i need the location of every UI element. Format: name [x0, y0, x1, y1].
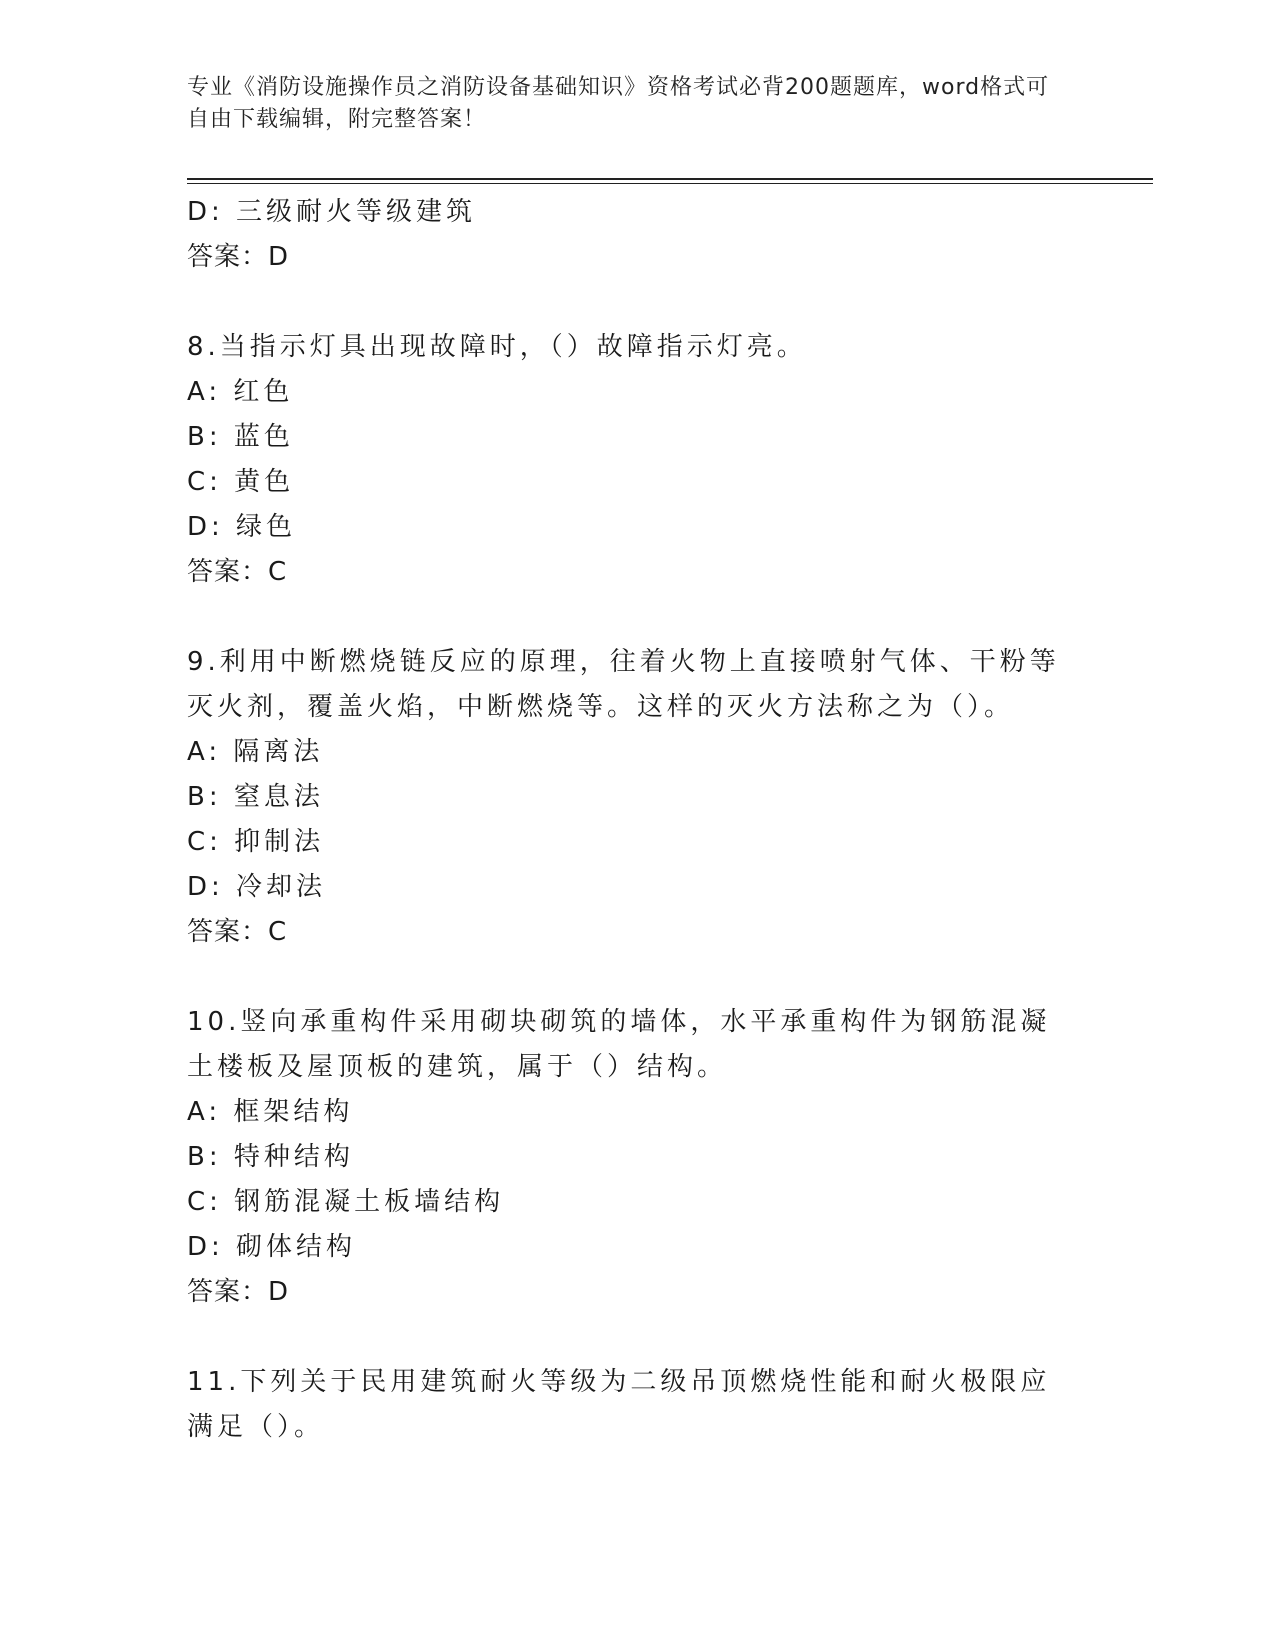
- header-rule-thin: [187, 183, 1153, 184]
- option-a: A: 隔离法: [187, 737, 324, 767]
- carryover-option-d: D: 三级耐火等级建筑: [187, 197, 477, 227]
- option-b: B: 特种结构: [187, 1142, 354, 1172]
- question-stem: 8.当指示灯具出现故障时，（）故障指示灯亮。: [187, 332, 807, 362]
- option-b: B: 窒息法: [187, 782, 324, 812]
- answer: 答案：D: [187, 1277, 290, 1307]
- option-a: A: 框架结构: [187, 1097, 354, 1127]
- option-d: D: 绿色: [187, 512, 297, 542]
- option-b: B: 蓝色: [187, 422, 294, 452]
- question-stem: 9.利用中断燃烧链反应的原理，往着火物上直接喷射气体、干粉等灭火剂，覆盖火焰，中断燃烧等。这样的灭火方法称之为（）。: [187, 647, 1060, 722]
- option-c: C: 钢筋混凝土板墙结构: [187, 1187, 505, 1217]
- option-c: C: 抑制法: [187, 827, 325, 857]
- option-d: D: 砌体结构: [187, 1232, 357, 1262]
- document-body: [187, 190, 1087, 1450]
- option-d: D: 冷却法: [187, 872, 327, 902]
- question-10: [187, 1000, 1087, 1315]
- option-c: C: 黄色: [187, 467, 295, 497]
- header-rule: [187, 178, 1153, 180]
- question-9: [187, 640, 1087, 955]
- option-a: A: 红色: [187, 377, 294, 407]
- question-stem: 11.下列关于民用建筑耐火等级为二级吊顶燃烧性能和耐火极限应满足（）。: [187, 1367, 1051, 1442]
- question-11: [187, 1360, 1087, 1450]
- question-stem: 10.竖向承重构件采用砌块砌筑的墙体，水平承重构件为钢筋混凝土楼板及屋顶板的建筑，属于（）结构。: [187, 1007, 1051, 1082]
- answer: 答案：C: [187, 557, 288, 587]
- answer: 答案：C: [187, 917, 288, 947]
- carryover-answer: 答案：D: [187, 242, 290, 272]
- page-header: 专业《消防设施操作员之消防设备基础知识》资格考试必背200题题库，word格式可自由下载编辑，附完整答案！: [187, 75, 1050, 132]
- question-8: [187, 325, 1087, 595]
